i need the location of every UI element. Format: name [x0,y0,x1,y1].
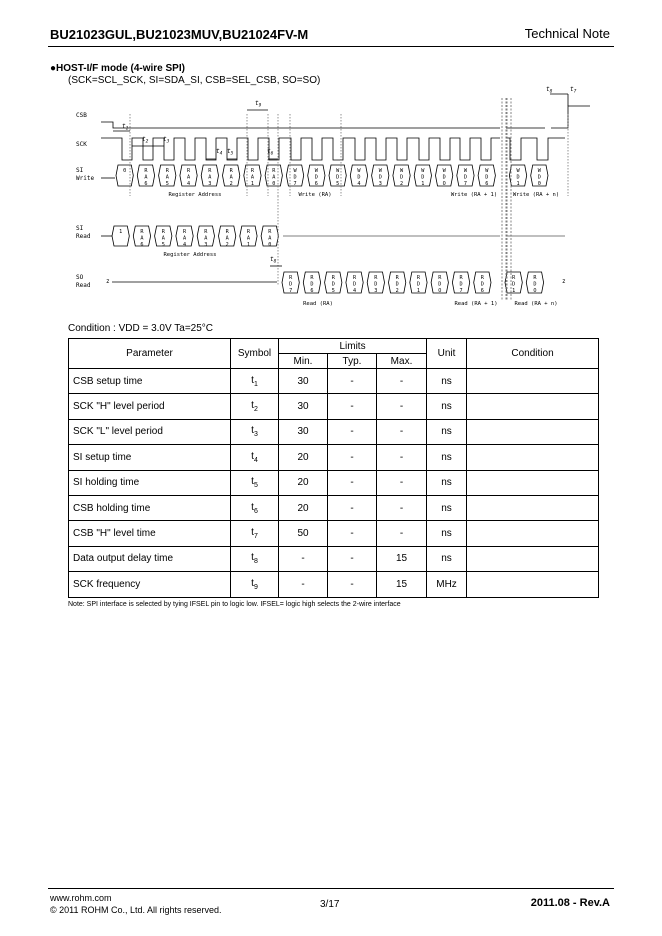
so-read-bit-text: R [289,275,293,281]
si-read-bit-text: R [268,229,272,235]
cell-max: - [377,369,427,394]
cell-symbol [231,572,279,597]
cell-typ: - [328,419,377,444]
label-read-ra: Read (RA) [303,301,333,307]
so-read-bit-text: R [331,275,335,281]
cell-min: - [279,546,328,571]
so-read-bit-text: O [533,288,537,294]
si-write-bit-text: W [463,168,468,174]
cell-max: - [377,470,427,495]
signal-label: SI [76,167,84,174]
cell-min: 20 [279,445,328,470]
si-write-bit-text: 4 [186,181,191,187]
footer-copyright: © 2011 ROHM Co., Ltd. All rights reserved. [50,905,222,915]
cell-condition [467,470,599,495]
timing-label-t3: $t_3$ [163,136,170,145]
symbol-text: $t_5$ [251,476,258,490]
cell-max: 15 [377,546,427,571]
si-write-bit-text: D [378,174,382,181]
cell-min: 30 [279,369,328,394]
si-write-bit-text: 2 [229,181,233,187]
so-read-bit-text: R [395,275,399,281]
signal-label: Read [76,282,91,289]
si-write-bit-text: 4 [357,181,361,187]
si-read-bit-text: A [225,235,229,242]
section-subtitle: (SCK=SCL_SCK, SI=SDA_SI, CSB=SEL_CSB, SO=SO) [68,75,321,86]
timing-label-sub: 7 [573,89,577,95]
header-parameter: Parameter [69,339,231,369]
cell-condition [467,572,599,597]
timing-label-sub: 8 [549,89,553,95]
cell-typ: - [328,470,377,495]
label-read-ra1: Read (RA + 1) [454,301,498,307]
si-write-bit-text: W [485,168,489,174]
si-write-bit-text: R [250,168,255,174]
si-write-bit-text: 7 [293,181,297,187]
cell-min: 20 [279,470,328,495]
section-title [50,63,185,74]
cell-max: - [377,419,427,444]
timing-label-t2: $t_2$ [142,136,149,145]
si-write-bit-text: 2 [399,181,404,187]
cell-unit: ns [427,419,467,444]
footer-website: www.rohm.com [50,893,112,903]
cell-symbol [231,445,279,470]
cell-min: 20 [279,495,328,520]
so-read-bit-text: R [416,275,421,281]
csb-waveform [101,106,590,128]
table-row [69,495,599,520]
so-read-bit-text: 1 [416,288,421,294]
si-read-bit-text: R [204,229,208,235]
so-read-bit-text: R [438,275,442,281]
label-register-address: Register Address [168,192,222,198]
so-read-bit-text: R [374,275,378,281]
timing-label-sub: 3 [166,139,170,145]
signal-label: SI [76,225,84,232]
si-write-bit-text: R [144,168,148,174]
si-write-bit-text: R [272,168,276,174]
spi-timing-table [68,338,599,598]
si-write-bit-text: D [357,174,361,181]
cell-condition [467,369,599,394]
table-row [69,445,599,470]
si-write-bit-text: W [537,168,541,174]
cell-parameter: SI setup time [69,445,231,470]
si-read-bit-text: A [246,235,251,242]
si-write-bit-text: W [399,168,404,174]
cell-typ: - [328,394,377,419]
cell-unit: ns [427,369,467,394]
cell-symbol [231,394,279,419]
cell-typ: - [328,521,377,546]
cell-typ: - [328,572,377,597]
cell-parameter: SCK frequency [69,572,231,597]
signal-label: CSB [76,112,87,119]
so-read-bit-text: 1 [512,288,516,294]
timing-label-sub: 5 [230,151,234,157]
si-write-bit-text: A [272,174,276,181]
signal-label: SO [76,274,84,281]
si-read-bit-text: R [225,229,229,235]
si-write-bit-text: 1 [516,181,520,187]
timing-arrow [550,94,568,106]
si-read-bit-text: 3 [204,242,208,248]
hiz-label: z [562,278,566,285]
si-read-bit-text: A [161,235,165,242]
cell-min: - [279,572,328,597]
si-write-bit-text: D [537,174,541,181]
so-read-bit-text: D [438,281,442,288]
signal-label: Read [76,233,91,240]
si-read-bit-text: R [246,229,251,235]
si-read-bit-text: A [182,235,187,242]
so-read-bit-text: 5 [331,288,335,294]
so-read-bit-text: D [310,281,314,288]
cell-parameter: SI holding time [69,470,231,495]
signal-label: SCK [76,141,87,148]
section-title-text: HOST-I/F mode (4-wire SPI) [56,63,185,74]
cell-max: 15 [377,572,427,597]
cell-typ: - [328,369,377,394]
cell-symbol [231,369,279,394]
cell-unit: ns [427,470,467,495]
si-read-bit-text: R [161,229,165,235]
si-write-bit-text: 5 [336,181,340,187]
timing-label-t6: $t_6$ [267,148,274,157]
cell-symbol [231,495,279,520]
cell-unit: ns [427,445,467,470]
so-read-bit-text: R [533,275,537,281]
hiz-label: z [106,278,110,285]
table-row [69,546,599,571]
symbol-text: $t_6$ [251,501,258,515]
cell-unit: ns [427,546,467,571]
si-write-bit-text: D [293,174,297,181]
cell-typ: - [328,546,377,571]
cell-parameter: CSB holding time [69,495,231,520]
page-number: 3/17 [320,899,340,910]
cell-condition [467,419,599,444]
document-type: Technical Note [524,26,610,41]
cell-parameter: Data output delay time [69,546,231,571]
si-write-bit-text: 6 [314,181,318,187]
si-write-bit-text: 6 [144,181,148,187]
table-row [69,572,599,597]
so-read-bit-text: D [416,281,421,288]
si-read-bit-text: 0 [268,242,272,248]
so-read-bit-text: 3 [374,288,378,294]
header-limits: Limits [279,339,427,354]
symbol-text: $t_7$ [251,527,258,541]
si-write-bit-text: W [336,168,340,174]
si-write-bit-text: 3 [208,181,212,187]
table-row [69,419,599,444]
sck-waveform [101,138,565,160]
symbol-text: $t_4$ [251,450,258,464]
timing-label-sub: 1 [125,126,129,132]
si-write-bit-text: A [165,174,169,181]
cell-unit: MHz [427,572,467,597]
spi-timing-diagram [60,86,590,318]
table-row [69,521,599,546]
so-read-bit-text: R [310,275,314,281]
si-read-bit-text: 5 [161,242,165,248]
si-read-bit-text: 4 [182,242,187,248]
symbol-text: $t_3$ [251,425,258,439]
cell-condition [467,445,599,470]
cell-max: - [377,495,427,520]
label-read-ran: Read (RA + n) [514,301,558,307]
cell-condition [467,521,599,546]
cell-parameter: SCK "L" level period [69,419,231,444]
cell-parameter: CSB setup time [69,369,231,394]
header-unit: Unit [427,339,467,369]
si-write-bit-text: A [186,174,191,181]
table-row [69,470,599,495]
header-condition: Condition [467,339,599,369]
si-write-bit-text: D [314,174,318,181]
header-rule [48,46,614,47]
si-write-bit-text: 1 [250,181,255,187]
bullet-icon: ● [50,63,57,74]
symbol-text: $t_8$ [251,552,258,566]
label-write-ra1: Write (RA + 1) [450,192,498,198]
si-write-bit-text: A [208,174,212,181]
cell-unit: ns [427,394,467,419]
cell-parameter: SCK "H" level period [69,394,231,419]
so-read-bit-text: D [512,281,516,288]
si-write-bit-text: R [186,168,191,174]
symbol-text: $t_9$ [251,577,258,591]
header-symbol: Symbol [231,339,279,369]
cell-condition [467,495,599,520]
table-header-row [69,339,599,354]
footnote: Note: SPI interface is selected by tying IFSEL pin to logic low. IFSEL= logic high selects the 2-wire interface [68,601,401,608]
cell-symbol [231,419,279,444]
cell-typ: - [328,495,377,520]
si-write-bit-text: W [378,168,382,174]
table-row [69,394,599,419]
si-write-bit-text: W [516,168,520,174]
cell-max: - [377,394,427,419]
si-write-bit-text: D [421,174,425,181]
si-write-bit-text: 0 [272,181,276,187]
so-read-bit-text: 7 [459,288,463,294]
so-read-bit-text: R [512,275,516,281]
so-read-bit-text: 4 [352,288,357,294]
si-write-bit-text: W [314,168,318,174]
si-write-bit-text: 5 [165,181,169,187]
timing-label-t8: $t_8$ [270,256,277,265]
si-write-bit-text: 1 [421,181,425,187]
si-read-bit-text: 1 [246,242,251,248]
si-write-bit-text: 0 [123,168,127,174]
so-read-bit-text: D [533,281,537,288]
si-write-bit-text: D [485,174,489,181]
timing-label-t1: $t_1$ [122,123,129,132]
label-write-ran: Write (RA + n) [512,192,560,198]
header-max: Max. [377,354,427,369]
si-write-bit-text: R [208,168,212,174]
cell-min: 30 [279,419,328,444]
si-write-bit-text: O [442,181,446,187]
si-read-bit-text: A [268,235,272,242]
si-write-bit-text: D [336,174,340,181]
si-write-bit-text: A [229,174,233,181]
si-read-bit-text: 2 [225,242,229,248]
cell-typ: - [328,445,377,470]
si-read-bit-text: 6 [140,242,144,248]
label-register-address-read: Register Address [163,252,217,258]
so-read-bit-text: D [374,281,378,288]
si-write-bit-text: W [421,168,425,174]
si-read-bit-text: R [182,229,187,235]
cell-unit: ns [427,521,467,546]
revision: 2011.08 - Rev.A [530,897,610,909]
so-read-bit-text: D [480,281,484,288]
cell-max: - [377,521,427,546]
si-read-bit-text: A [204,235,208,242]
si-write-bit-text: R [165,168,169,174]
si-write-bit-text: A [144,174,148,181]
timing-label-t7: $t_7$ [570,86,577,95]
label-write-ra: Write (RA) [298,192,332,198]
timing-label-sub: 8 [273,259,277,265]
so-read-bit-text: 2 [395,288,399,294]
cell-parameter: CSB "H" level time [69,521,231,546]
si-write-bit-text: D [399,174,404,181]
header-typ: Typ. [328,354,377,369]
si-write-bit-text: 7 [463,181,468,187]
table-row [69,369,599,394]
si-read-bit-text: R [140,229,144,235]
timing-label-t8: $t_8$ [546,86,553,95]
timing-label-t9: $t_9$ [255,100,262,109]
footer-rule [48,888,614,889]
si-write-bit-text: 6 [485,181,489,187]
cell-symbol [231,470,279,495]
si-write-bit-text: W [442,168,446,174]
so-read-bit-text: O [438,288,442,294]
si-write-bit-text: D [463,174,468,181]
si-write-bit-text: D [516,174,520,181]
header-min: Min. [279,354,328,369]
si-read-bit-text: A [140,235,144,242]
si-write-bit-text: 3 [378,181,382,187]
timing-label-t5: $t_5$ [227,148,234,157]
signal-label: Write [76,175,95,182]
measurement-condition: Condition : VDD = 3.0V Ta=25°C [68,323,214,334]
cell-symbol [231,521,279,546]
so-read-bit-text: D [331,281,335,288]
timing-label-t4: $t_4$ [216,148,223,157]
si-write-bit-text: A [250,174,255,181]
so-read-bit-text: 6 [480,288,484,294]
timing-label-sub: 9 [258,103,262,109]
cell-min: 50 [279,521,328,546]
si-write-bit-text: R [229,168,233,174]
so-read-bit-text: R [480,275,484,281]
cell-unit: ns [427,495,467,520]
so-read-bit-text: R [352,275,357,281]
symbol-text: $t_2$ [251,400,258,414]
si-write-bit-text: 0 [537,181,541,187]
cell-min: 30 [279,394,328,419]
so-read-bit-text: D [395,281,399,288]
so-read-bit-text: 7 [289,288,293,294]
cell-max: - [377,445,427,470]
cell-condition [467,394,599,419]
timing-label-sub: 6 [270,151,274,157]
so-read-bit-text: D [289,281,293,288]
cell-symbol [231,546,279,571]
so-read-bit-text: D [352,281,357,288]
timing-label-sub: 2 [145,139,149,145]
so-read-bit-text: 6 [310,288,314,294]
symbol-text: $t_1$ [251,374,258,388]
so-read-bit-text: D [459,281,463,288]
si-write-bit-text: W [357,168,361,174]
cell-condition [467,546,599,571]
si-read-bit-text: 1 [119,229,123,235]
so-read-bit-text: R [459,275,463,281]
timing-label-sub: 4 [219,151,223,157]
document-title: BU21023GUL,BU21023MUV,BU21024FV-M [50,27,309,42]
si-write-bit-text: D [442,174,446,181]
si-write-bit-text: W [293,168,297,174]
